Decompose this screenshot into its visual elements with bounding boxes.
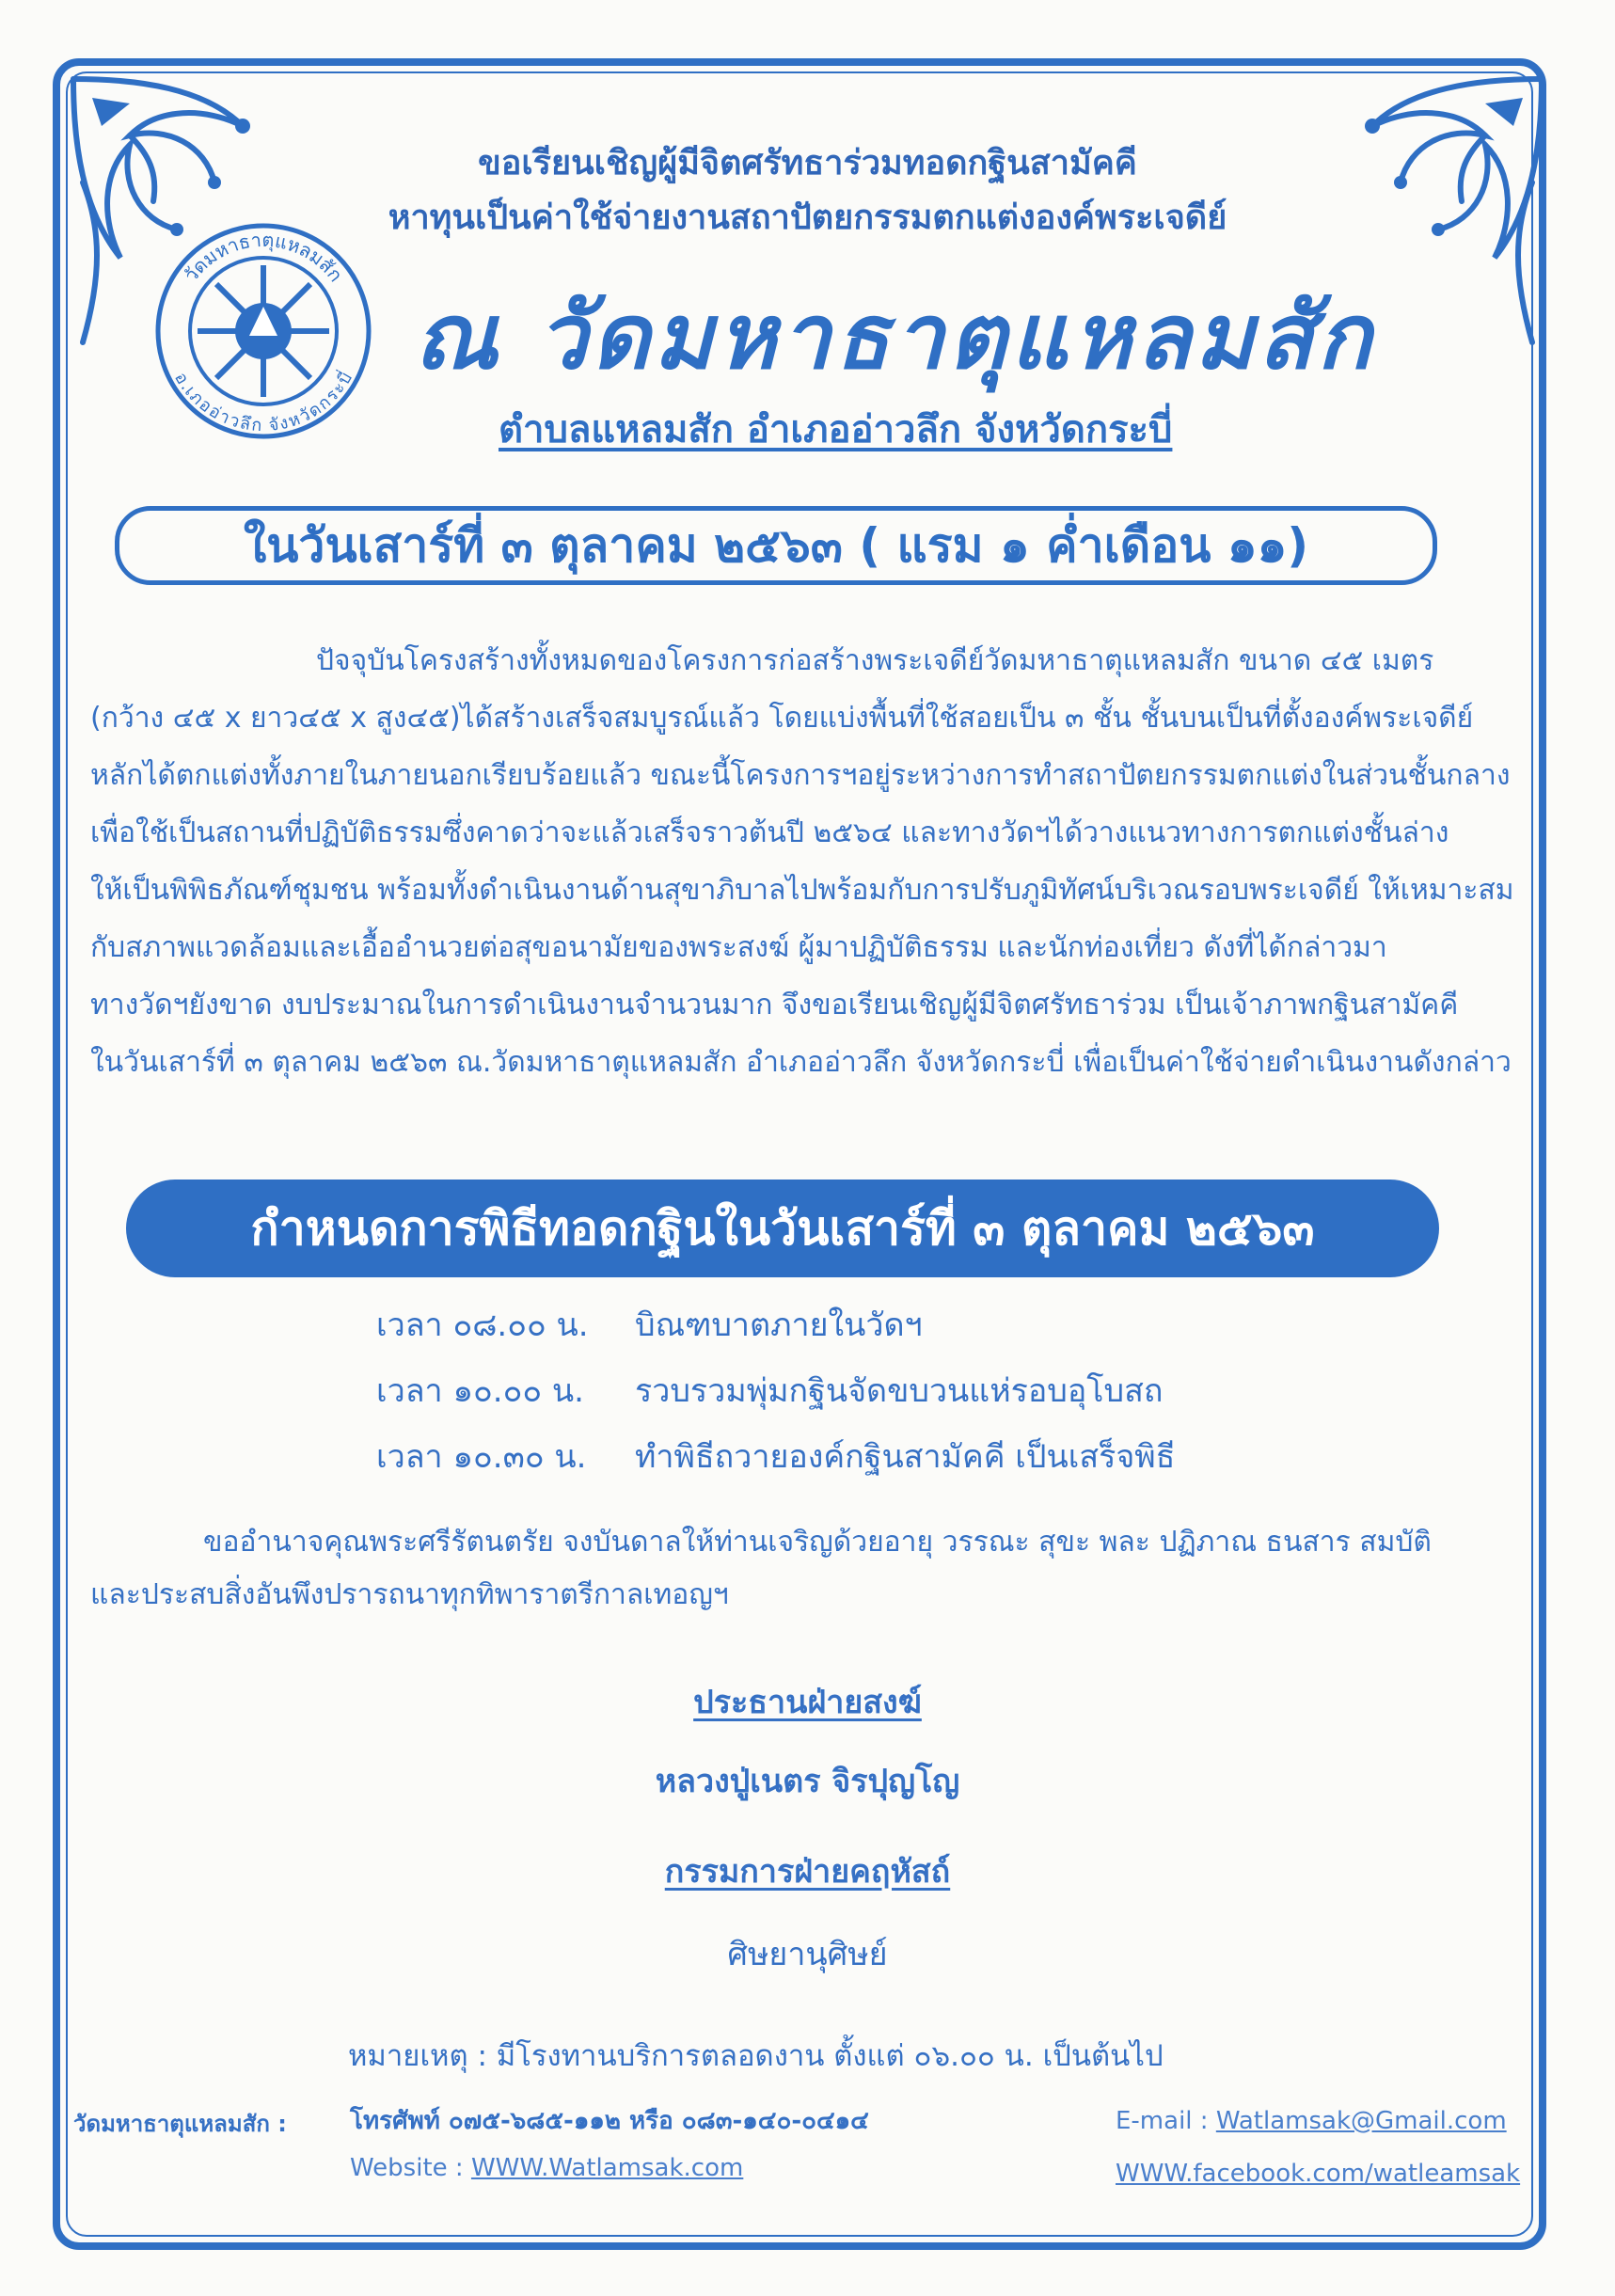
note-text: หมายเหตุ : มีโรงทานบริการตลอดงาน ตั้งแต่ ๐๖.๐๐ น. เป็นต้นไป [348, 2039, 1164, 2073]
body-line: ปัจจุบันโครงสร้างทั้งหมดของโครงการก่อสร้างพระเจดีย์วัดมหาธาตุแหลมสัก ขนาด ๔๕ เมตร [316, 644, 1434, 677]
schedule-activity: ทำพิธีถวายองค์กฐินสามัคคี เป็นเสร็จพิธี [635, 1438, 1176, 1476]
website-label: Website : [350, 2154, 464, 2182]
facebook-link[interactable]: WWW.facebook.com/watleamsak [1116, 2160, 1521, 2188]
schedule-list [376, 1292, 1175, 1490]
event-date-text: ในวันเสาร์ที่ ๓ ตุลาคม ๒๕๖๓ ( แรม ๑ ค่ำเดือน ๑๑) [243, 517, 1309, 573]
footer-temple-label: วัดมหาธาตุแหลมสัก : [73, 2111, 287, 2137]
event-date-box [115, 506, 1437, 585]
schedule-item [376, 1358, 1175, 1424]
schedule-item [376, 1292, 1175, 1358]
temple-name: ณ วัดมหาธาตุแหลมสัก [414, 284, 1376, 389]
body-line: ให้เป็นพิพิธภัณฑ์ชุมชน พร้อมทั้งดำเนินงานด้านสุขาภิบาลไปพร้อมกับการปรับภูมิทัศน์บริเวณรอบพระเจดีย์ ให้เหมาะสม [90, 874, 1514, 907]
body-paragraph [90, 632, 1520, 1091]
monk-chair-title: ประธานฝ่ายสงฆ์ [693, 1684, 922, 1721]
schedule-activity: บิณฑบาตภายในวัดฯ [635, 1306, 923, 1344]
lay-committee-name: ศิษยานุศิษย์ [727, 1936, 888, 1973]
footer-phone: โทรศัพท์ ๐๗๕-๖๘๕-๑๑๒ หรือ ๐๘๓-๑๔๐-๐๔๑๔ [350, 2107, 869, 2135]
schedule-time: เวลา ๑๐.๓๐ น. [376, 1438, 587, 1476]
blessing-line: และประสบสิ่งอันพึงปรารถนาทุกทิพาราตรีกาลเทอญฯ [90, 1578, 729, 1611]
body-line: (กว้าง ๔๕ x ยาว๔๕ x สูง๔๕)ได้สร้างเสร็จสมบูรณ์แล้ว โดยแบ่งพื้นที่ใช้สอยเป็น ๓ ชั้น ชั้นบนเป็นที่ตั้งองค์พระเจดีย์ [90, 702, 1474, 735]
body-line: ในวันเสาร์ที่ ๓ ตุลาคม ๒๕๖๓ ณ.วัดมหาธาตุแหลมสัก อำเภออ่าวลึก จังหวัดกระบี่ เพื่อเป็นค่าใช้จ่ายดำเนินงานดังกล่าว [90, 1046, 1512, 1079]
website-link[interactable]: WWW.Watlamsak.com [470, 2154, 744, 2182]
footer-email [1116, 2107, 1507, 2135]
body-line: หลักได้ตกแต่งทั้งภายในภายนอกเรียบร้อยแล้ว ขณะนี้โครงการฯอยู่ระหว่างการทำสถาปัตยกรรมตกแต่งในส่วนชั้นกลาง [90, 759, 1511, 792]
email-label: E-mail : [1116, 2107, 1209, 2135]
invitation-line-2: หาทุนเป็นค่าใช้จ่ายงานสถาปัตยกรรมตกแต่งองค์พระเจดีย์ [388, 198, 1227, 237]
temple-seal-icon [150, 218, 376, 444]
schedule-time: เวลา ๐๘.๐๐ น. [376, 1306, 589, 1344]
monk-chair-name: หลวงปู่เนตร จิรปุญโญ [655, 1763, 960, 1800]
temple-address: ตำบลแหลมสัก อำเภออ่าวลึก จังหวัดกระบี่ [499, 408, 1173, 451]
schedule-activity: รวบรวมพุ่มกฐินจัดขบวนแห่รอบอุโบสถ [635, 1372, 1164, 1410]
lay-committee-title: กรรมการฝ่ายคฤหัสถ์ [664, 1853, 951, 1891]
invitation-line-1: ขอเรียนเชิญผู้มีจิตศรัทธาร่วมทอดกฐินสามัคคี [478, 144, 1137, 182]
body-line: กับสภาพแวดล้อมและเอื้ออำนวยต่อสุขอนามัยของพระสงฆ์ ผู้มาปฏิบัติธรรม และนักท่องเที่ยว ดังที่ได้กล่าวมา [90, 931, 1387, 964]
schedule-item [376, 1424, 1175, 1490]
blessing-line: ขออำนาจคุณพระศรีรัตนตรัย จงบันดาลให้ท่านเจริญด้วยอายุ วรรณะ สุขะ พละ ปฏิภาณ ธนสาร สมบัติ [203, 1526, 1432, 1559]
schedule-banner-title: กำหนดการพิธีทอดกฐินในวันเสาร์ที่ ๓ ตุลาคม ๒๕๖๓ [250, 1200, 1315, 1256]
email-link[interactable]: Watlamsak@Gmail.com [1215, 2107, 1507, 2135]
seal-text-bottom: อ.เภออ่าวลึก จังหวัดกระบี่ [170, 369, 356, 436]
schedule-time: เวลา ๑๐.๐๐ น. [376, 1372, 584, 1410]
schedule-banner [126, 1180, 1439, 1277]
body-line: ทางวัดฯยังขาด งบประมาณในการดำเนินงานจำนวนมาก จึงขอเรียนเชิญผู้มีจิตศรัทธาร่วม เป็นเจ้าภาพกฐินสามัคคี [90, 989, 1459, 1021]
body-line: เพื่อใช้เป็นสถานที่ปฏิบัติธรรมซึ่งคาดว่าจะแล้วเสร็จราวต้นปี ๒๕๖๔ และทางวัดฯได้วางแนวทางการตกแต่งชั้นล่าง [90, 816, 1449, 849]
footer-website [350, 2154, 743, 2182]
seal-text-top: วัดมหาธาตุแหลมสัก [179, 228, 348, 287]
blessing-paragraph [90, 1516, 1520, 1622]
